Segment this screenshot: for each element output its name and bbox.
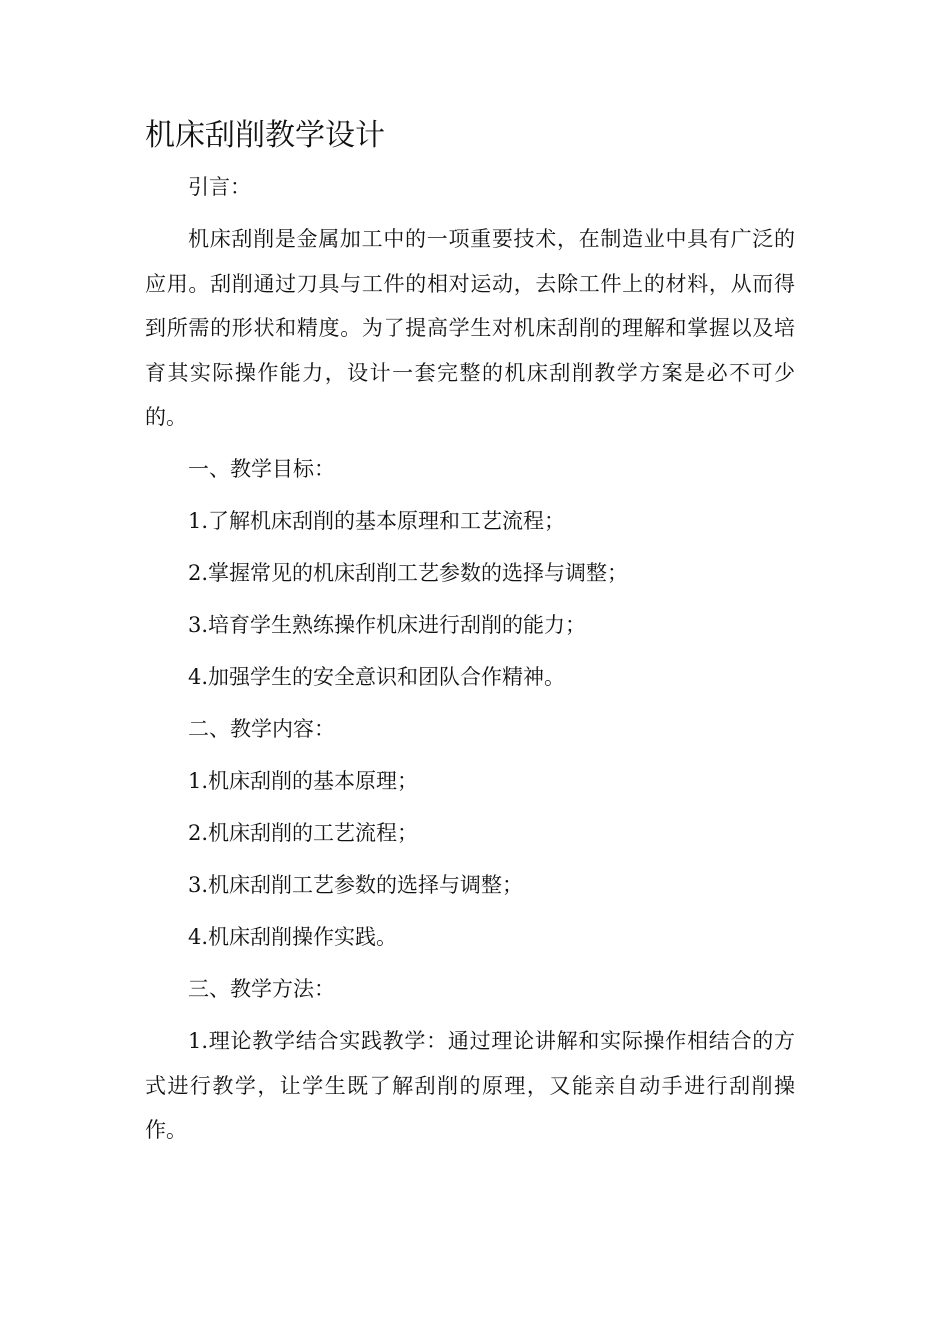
section-heading-content: 二、教学内容： — [188, 717, 335, 741]
document-body — [145, 165, 795, 1160]
objective-item: 1.了解机床刮削的基本原理和工艺流程； — [188, 509, 566, 533]
content-item: 1.机床刮削的基本原理； — [188, 769, 419, 793]
content-item: 3.机床刮削工艺参数的选择与调整； — [188, 873, 524, 897]
content-item: 2.机床刮削的工艺流程； — [188, 821, 419, 845]
content-item: 4.机床刮削操作实践。 — [188, 925, 398, 949]
intro-heading: 引言： — [188, 175, 251, 199]
method-item: 1.理论教学结合实践教学：通过理论讲解和实际操作相结合的方式进行教学，让学生既了解刮削的原理，又能亲自动手进行刮削操作。 — [145, 1029, 795, 1142]
section-heading-objectives: 一、教学目标： — [188, 457, 335, 481]
objective-item: 4.加强学生的安全意识和团队合作精神。 — [188, 665, 566, 689]
objective-item: 3.培育学生熟练操作机床进行刮削的能力； — [188, 613, 587, 637]
document-title: 机床刮削教学设计 — [145, 118, 385, 153]
section-heading-methods: 三、教学方法： — [188, 977, 335, 1001]
objective-item: 2.掌握常见的机床刮削工艺参数的选择与调整； — [188, 561, 629, 585]
intro-paragraph: 机床刮削是金属加工中的一项重要技术，在制造业中具有广泛的应用。刮削通过刀具与工件的相对运动，去除工件上的材料，从而得到所需的形状和精度。为了提高学生对机床刮削的理解和掌握以及培育其实际操作能力，设计一套完整的机床刮削教学方案是必不可少的。 — [145, 227, 795, 429]
